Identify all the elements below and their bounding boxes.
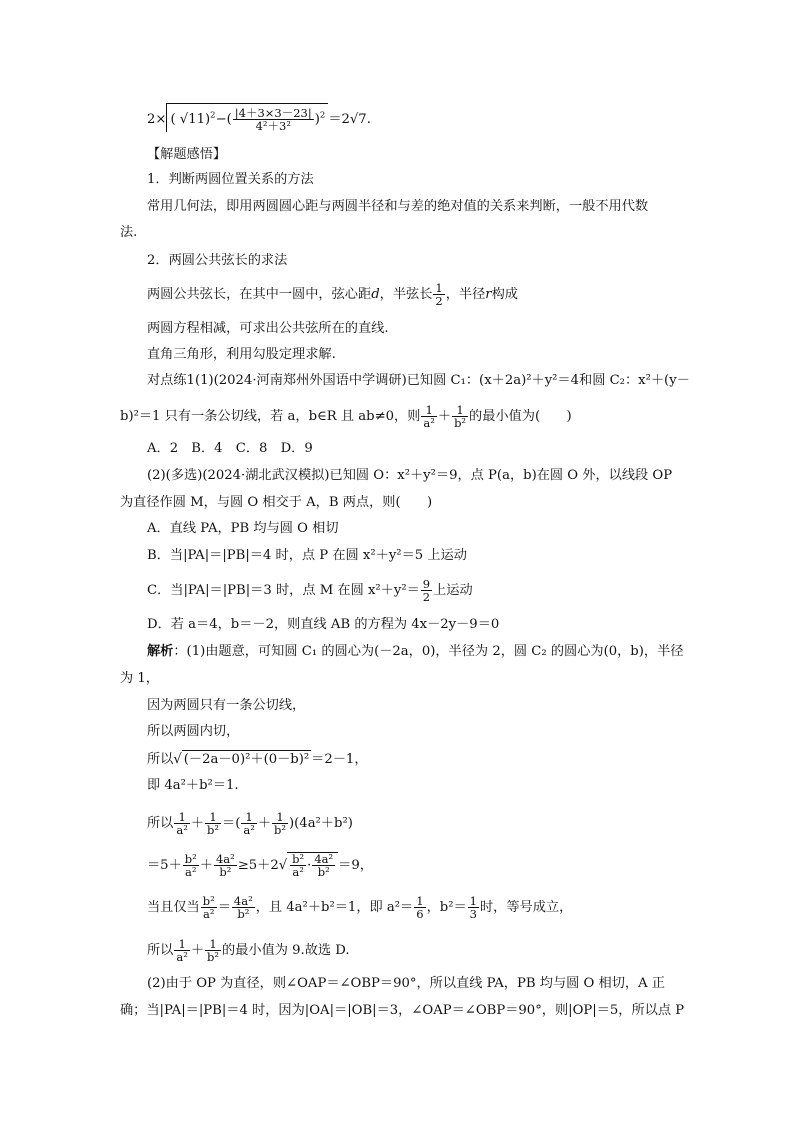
- numerator: 4a²: [233, 894, 253, 908]
- solution-line-10: [147, 938, 350, 963]
- text: ，半径: [445, 287, 486, 302]
- text: ＋: [199, 858, 213, 873]
- numerator: 1: [174, 938, 189, 951]
- denominator: b²: [317, 865, 330, 879]
- solution-label: 解析: [147, 644, 174, 659]
- fraction: [232, 895, 255, 920]
- denominator: a²: [176, 950, 188, 964]
- text: C．当|PA|＝|PB|＝3 时，点 M 在圆 x²＋y²＝: [147, 583, 420, 598]
- text: ＝: [222, 816, 236, 831]
- denominator: 4²＋3²: [255, 119, 291, 133]
- numerator: 9: [422, 577, 431, 591]
- fraction: [421, 578, 432, 603]
- text: 的最小值为 9.故选 D.: [222, 943, 350, 958]
- fraction: [468, 895, 479, 920]
- text: r: [485, 287, 492, 302]
- solution-line-9: 当且仅当 $\frac{\text{b²}}{\text{a²}}$ ＝ $\frac{\text{4a²}}{\text{b²}}$ ，且 4a²＋b²＝1，即 a²＝ $\frac{1}{6}$ ，b²＝ $\frac{1}{3}$ 时，等号成立，: [147, 894, 573, 921]
- text: ：(1)由题意，可知圆 C₁ 的圆心为(－2a，0)，半径为 2，圆 C₂ 的圆心为(0，b)，半径: [173, 644, 684, 659]
- option-c: [147, 578, 473, 603]
- text: 当且仅当: [147, 900, 200, 915]
- text: ＋: [257, 816, 272, 831]
- p2-line-a: [147, 282, 518, 307]
- text: 所以: [147, 816, 174, 831]
- numerator: 1: [205, 811, 221, 824]
- solution-line-1: [147, 643, 683, 661]
- option-a: A．直线 PA，PB 均与圆 O 相切: [147, 521, 339, 536]
- denominator: a²: [185, 865, 197, 879]
- text: ): [204, 112, 211, 127]
- fraction: [241, 811, 256, 836]
- text: 2: [319, 110, 326, 121]
- text: ，且 4a²＋b²＝1，即 a²＝: [255, 900, 414, 915]
- text: (: [170, 112, 180, 127]
- text: ＝2－1，: [311, 752, 368, 767]
- numerator: |4＋3×3－23|: [234, 106, 312, 120]
- fraction: [452, 404, 468, 429]
- p2-title: 2．两圆公共弦长的求法: [147, 253, 288, 268]
- text: ，半弦长: [379, 287, 433, 302]
- p2-line-c: 直角三角形，利用勾股定理求解.: [147, 347, 336, 362]
- solution-2-line-2: 确；当|PA|＝|PB|＝4 时，因为|OA|＝|OB|＝3，∠OAP＝∠OBP＝90°，则|OP|＝5，所以点 P: [120, 1003, 685, 1018]
- fraction: [205, 811, 221, 836]
- solution-line-7: 所以 $\frac{1}{\text{a²}}$ ＋ $\frac{1}{\text{b²}}$ ＝( $\frac{1}{\text{a²}}$ ＋ $\frac{1}{\text{b²}}$ )(4a²＋b²): [147, 810, 353, 837]
- radical: $\frac{\text{b²}}{\text{a²}}$ · $\frac{\text{4a²}}{\text{b²}}$: [287, 852, 338, 878]
- text: 时，等号成立，: [480, 900, 573, 915]
- denominator: b²: [219, 865, 232, 879]
- fraction: [214, 853, 237, 878]
- numerator: b²: [292, 852, 305, 866]
- solution-line-3: 因为两圆只有一条公切线，: [147, 698, 306, 713]
- denominator: a²: [203, 907, 215, 921]
- denominator: b²: [237, 907, 250, 921]
- denominator: 3: [469, 907, 477, 921]
- text: 2: [210, 110, 216, 121]
- option-d: D．若 a＝4，b＝－2，则直线 AB 的方程为 4x－2y－9＝0: [147, 617, 500, 632]
- text: d: [371, 287, 380, 302]
- text: −: [215, 112, 227, 127]
- solution-line-4: 所以两圆内切，: [147, 724, 240, 739]
- numerator: 4a²: [215, 852, 235, 866]
- p2-line-b: 两圆方程相减，可求出公共弦所在的直线.: [147, 321, 389, 336]
- denominator: 6: [416, 907, 424, 921]
- fraction: [312, 853, 335, 878]
- solution-line-6: 即 4a²＋b²＝1.: [147, 778, 239, 793]
- denominator: a²: [292, 865, 304, 879]
- text: 所以: [147, 943, 174, 958]
- denominator: a²: [423, 416, 435, 430]
- fraction: [433, 282, 444, 307]
- fraction: [174, 811, 189, 836]
- denominator: b²: [454, 416, 467, 430]
- text: (4a²＋b²): [294, 816, 353, 831]
- numerator: 1: [174, 811, 189, 824]
- denominator: b²: [274, 823, 286, 837]
- fraction: [174, 938, 189, 963]
- text: ＋: [437, 409, 452, 424]
- text: ＋: [190, 943, 205, 958]
- text: ＝5＋: [147, 858, 182, 873]
- text: ＝2√7.: [328, 112, 371, 127]
- text: 2×: [147, 112, 167, 127]
- text: 构成: [491, 287, 518, 302]
- text: 的最小值为( ): [469, 409, 572, 424]
- text: 所以: [147, 752, 174, 767]
- big-radical: ( √11)$^2$−( $\frac{|4+3\times 3-23|}{\text{4²＋3²}}$ )$^2$: [166, 103, 328, 132]
- fraction: [272, 811, 288, 836]
- text: b)²＝1 只有一条公切线，若 a，b∈R 且 ab≠0，则: [120, 409, 421, 424]
- numerator: 1: [416, 894, 424, 908]
- numerator: b²: [184, 852, 197, 866]
- text: √11: [179, 112, 205, 127]
- fraction: [183, 853, 199, 878]
- p1-body: 常用几何法，即用两圆圆心距与两圆半径和与差的绝对值的关系来判断，一般不用代数: [147, 199, 649, 214]
- numerator: 1: [272, 811, 288, 824]
- text: ＝9，: [338, 858, 373, 873]
- numerator: 1: [452, 404, 468, 417]
- denominator: a²: [243, 823, 255, 837]
- p1-title: 1．判断两圆位置关系的方法: [147, 172, 314, 187]
- exercise-2-line-2: 为直径作圆 M，与圆 O 相交于 A，B 两点，则( ): [120, 495, 433, 510]
- text: ＋: [190, 816, 205, 831]
- option-b: B．当|PA|＝|PB|＝4 时，点 P 在圆 x²＋y²＝5 上运动: [147, 548, 467, 563]
- text: ≥5＋2: [237, 858, 279, 873]
- fraction: [421, 404, 436, 429]
- text: 上运动: [433, 583, 473, 598]
- numerator: 1: [241, 811, 256, 824]
- exercise-1-line-2: [120, 404, 572, 429]
- solution-line-2: 为 1，: [120, 671, 159, 686]
- solution-line-5: 所以√ (－2a－0)²＋(0－b)² ＝2－1，: [147, 752, 368, 767]
- text: ，b²＝: [426, 900, 467, 915]
- insight-title: 【解题感悟】: [147, 147, 227, 162]
- exercise-1-line-1: 对点练1(1)(2024·河南郑州外国语中学调研)已知圆 C₁：(x＋2a)²＋y²＝4和圆 C₂：x²＋(y－: [147, 373, 690, 388]
- fraction: [233, 107, 314, 132]
- numerator: b²: [202, 894, 215, 908]
- numerator: 1: [205, 938, 221, 951]
- fraction: [205, 938, 221, 963]
- solution-2-line-1: (2)由于 OP 为直径，则∠OAP＝∠OBP＝90°，所以直线 PA，PB 均与圆 O 相切，A 正: [147, 976, 665, 991]
- exercise-1-options: A．2 B．4 C．8 D．9: [147, 441, 313, 456]
- denominator: b²: [207, 950, 220, 964]
- fraction: [201, 895, 217, 920]
- fraction: [290, 853, 306, 878]
- radical: (－2a－0)²＋(0－b)²: [183, 752, 310, 767]
- text: 两圆公共弦长，在其中一圆中，弦心距: [147, 287, 372, 302]
- numerator: 1: [469, 894, 477, 908]
- denominator: a²: [176, 823, 188, 837]
- denominator: b²: [207, 823, 220, 837]
- exercise-2-line-1: (2)(多选)(2024·湖北武汉模拟)已知圆 O：x²＋y²＝9，点 P(a，b)在圆 O 外，以线段 OP: [147, 468, 673, 483]
- denominator: 2: [435, 294, 443, 308]
- numerator: 1: [435, 281, 443, 295]
- denominator: 2: [422, 590, 431, 604]
- solution-line-8: ＝5＋ $\frac{\text{b²}}{\text{a²}}$ ＋ $\frac{\text{4a²}}{\text{b²}}$ ≥5＋2√ $\frac{\text{b²}}{\text{a²}}$ · $\frac{\text{4a²}}{\text{b²}}$ ＝9，: [147, 852, 373, 879]
- formula-line: [147, 103, 371, 132]
- fraction: [414, 895, 425, 920]
- numerator: 1: [421, 404, 436, 417]
- numerator: 4a²: [314, 852, 334, 866]
- p1-body-cont: 法.: [120, 225, 138, 240]
